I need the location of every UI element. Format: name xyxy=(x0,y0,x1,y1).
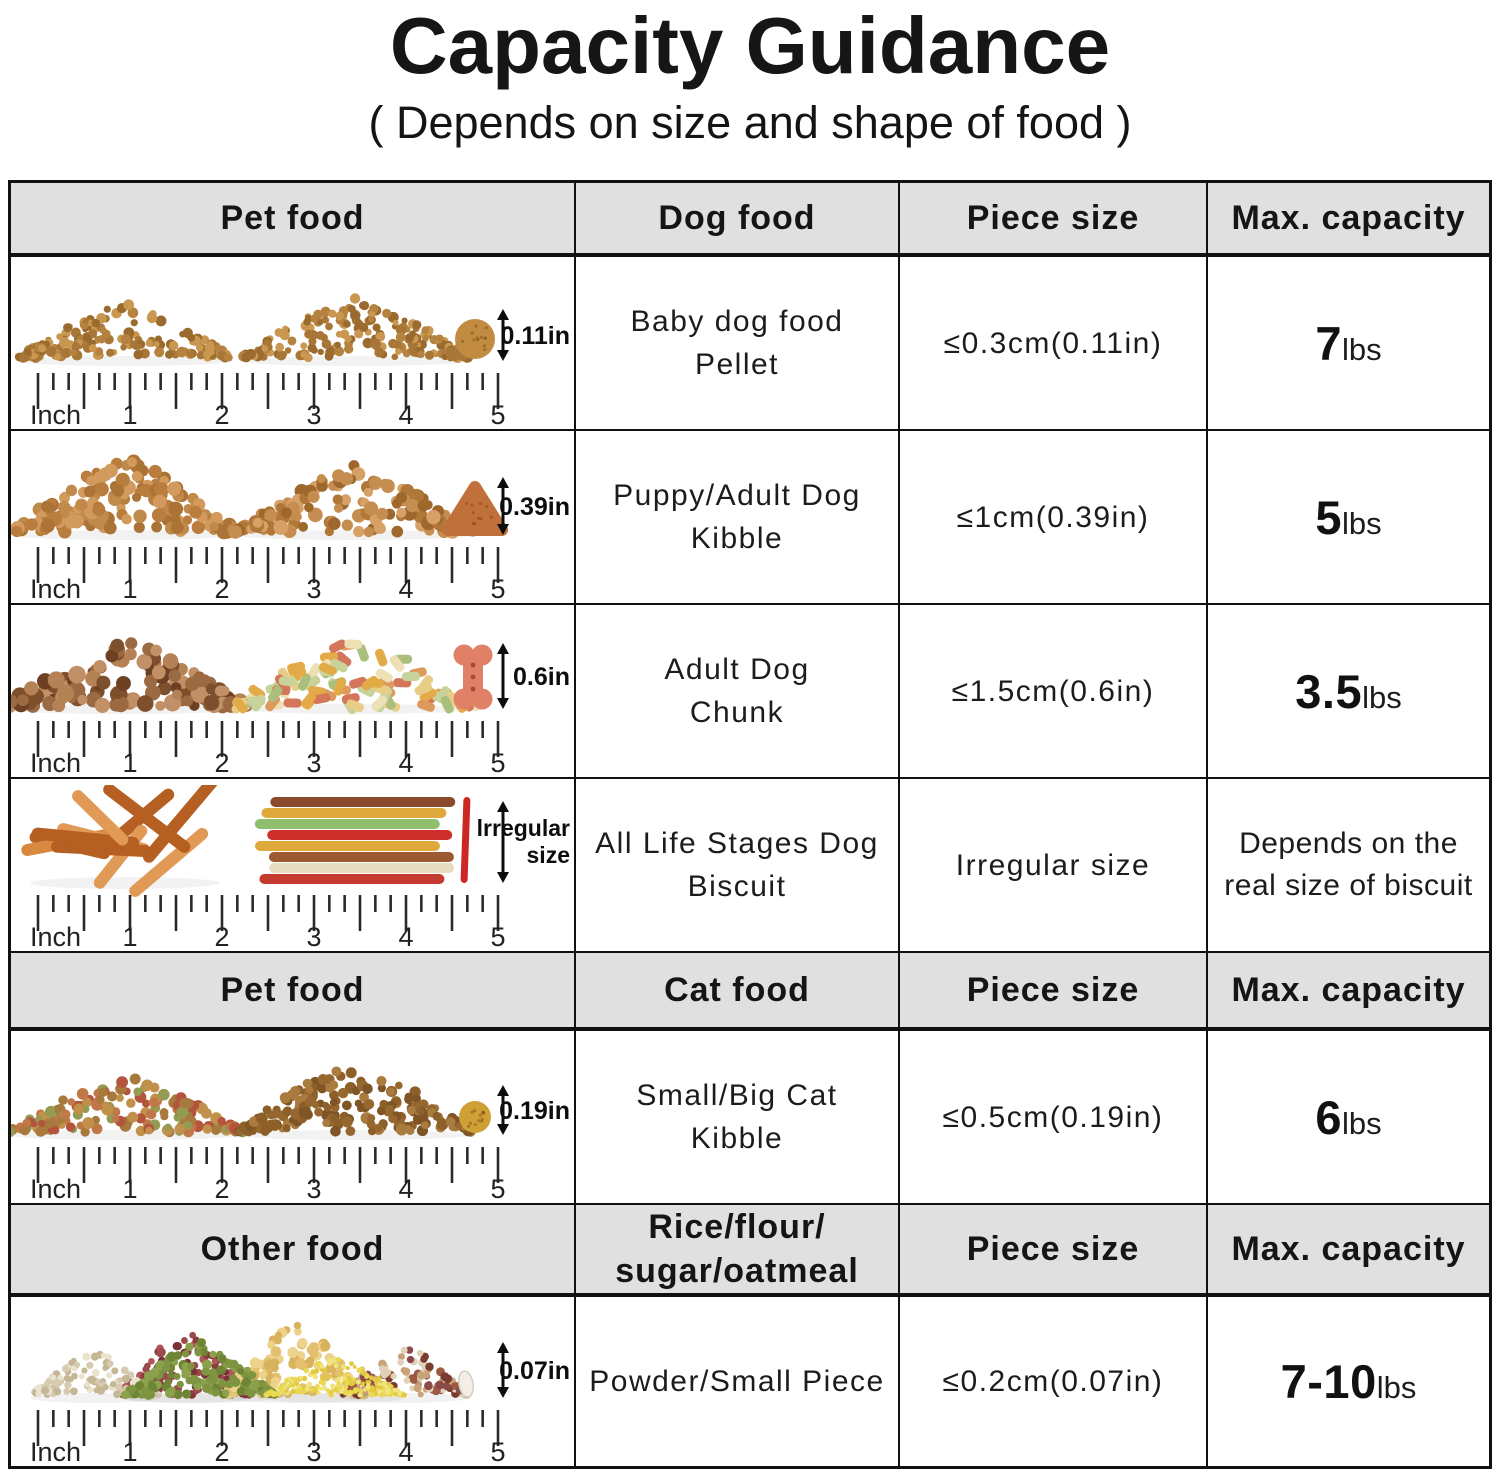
capacity-note: real size of biscuit xyxy=(1224,869,1473,902)
kibble-pile xyxy=(11,455,242,540)
piece-size-indicator xyxy=(477,801,570,883)
svg-text:4: 4 xyxy=(398,574,414,603)
svg-text:2: 2 xyxy=(214,1174,230,1203)
capacity-cell xyxy=(1208,1297,1489,1466)
pellet-pile xyxy=(238,293,473,366)
bone-biscuit xyxy=(454,645,493,710)
svg-text:Inch: Inch xyxy=(30,748,82,777)
capacity-table xyxy=(8,180,1492,1469)
svg-text:3: 3 xyxy=(306,1174,322,1203)
food-illustration xyxy=(11,263,575,429)
svg-text:4: 4 xyxy=(398,748,414,777)
food-name-cell xyxy=(576,431,900,603)
table-row xyxy=(11,1031,1489,1205)
jerky-pile xyxy=(20,785,220,899)
stick-treat-pile xyxy=(255,797,455,884)
svg-text:1: 1 xyxy=(122,922,138,951)
piece-size: ≤0.5cm(0.19in) xyxy=(942,1100,1164,1134)
food-name: Chunk xyxy=(689,696,785,729)
food-illustration xyxy=(11,1037,575,1203)
food-name-cell xyxy=(576,257,900,429)
svg-text:1: 1 xyxy=(122,1174,138,1203)
svg-text:Inch: Inch xyxy=(30,1437,82,1466)
header-label: Rice/flour/ xyxy=(648,1208,826,1246)
capacity-unit: lbs xyxy=(1342,505,1382,541)
food-image-cell xyxy=(11,605,576,777)
capacity-value xyxy=(1295,664,1401,719)
food-name: Puppy/Adult Dog xyxy=(613,479,861,512)
svg-text:5: 5 xyxy=(490,1174,506,1203)
header-cell xyxy=(11,1205,576,1293)
svg-text:2: 2 xyxy=(214,1437,230,1466)
inch-ruler xyxy=(30,373,506,429)
svg-text:0.6in: 0.6in xyxy=(513,663,570,691)
svg-text:3: 3 xyxy=(306,748,322,777)
svg-text:4: 4 xyxy=(398,400,414,429)
piece-size-cell xyxy=(900,257,1208,429)
capacity-value xyxy=(1315,316,1381,371)
food-name: All Life Stages Dog xyxy=(595,827,879,860)
capacity-cell xyxy=(1208,605,1489,777)
header-label: Max. capacity xyxy=(1231,971,1466,1009)
piece-size: ≤1cm(0.39in) xyxy=(956,500,1150,534)
header-label: Max. capacity xyxy=(1231,199,1466,237)
table-row xyxy=(11,257,1489,431)
food-name: Kibble xyxy=(690,1122,784,1155)
header-cell xyxy=(1208,1205,1489,1293)
header-label: sugar/oatmeal xyxy=(615,1252,859,1290)
cat-kibble-pile xyxy=(11,1074,248,1140)
svg-text:3: 3 xyxy=(306,574,322,603)
cat-kibble-pile xyxy=(234,1066,476,1140)
piece-size: Irregular size xyxy=(955,848,1151,882)
piece-size-cell xyxy=(900,431,1208,603)
food-name: Adult Dog xyxy=(664,653,810,686)
header-label: Piece size xyxy=(966,971,1140,1009)
piece-size-indicator xyxy=(497,1085,570,1135)
capacity-cell xyxy=(1208,257,1489,429)
svg-text:4: 4 xyxy=(398,1437,414,1466)
food-illustration xyxy=(11,785,575,951)
svg-text:1: 1 xyxy=(122,1437,138,1466)
header-cell xyxy=(576,953,900,1027)
header-label: Dog food xyxy=(658,199,816,237)
header-label: Piece size xyxy=(966,199,1140,237)
food-name: Pellet xyxy=(694,348,780,381)
svg-text:0.19in: 0.19in xyxy=(499,1097,570,1125)
food-name-cell xyxy=(576,605,900,777)
svg-text:2: 2 xyxy=(214,748,230,777)
svg-text:4: 4 xyxy=(398,922,414,951)
capacity-unit: lbs xyxy=(1362,679,1402,715)
header-cell xyxy=(11,183,576,253)
page-subtitle: ( Depends on size and shape of food ) xyxy=(368,97,1132,148)
table-header-row xyxy=(11,1205,1489,1297)
chunk-pile xyxy=(11,637,253,714)
capacity-value xyxy=(1315,490,1381,545)
header-cell xyxy=(576,183,900,253)
svg-text:Inch: Inch xyxy=(30,922,82,951)
header-cell xyxy=(1208,953,1489,1027)
header-label: Max. capacity xyxy=(1231,1230,1466,1268)
header-label: Piece size xyxy=(966,1230,1140,1268)
piece-size-indicator xyxy=(497,1342,570,1398)
svg-text:lrregular: lrregular xyxy=(476,815,570,841)
svg-text:size: size xyxy=(526,842,570,868)
piece-size-cell xyxy=(900,779,1208,951)
food-illustration xyxy=(11,437,575,603)
piece-size: ≤1.5cm(0.6in) xyxy=(951,674,1155,708)
treat-stick xyxy=(461,797,471,883)
capacity-value xyxy=(1281,1354,1417,1409)
svg-text:2: 2 xyxy=(214,400,230,429)
capacity-number: 3.5 xyxy=(1295,664,1363,718)
capacity-cell xyxy=(1208,1031,1489,1203)
header-cell xyxy=(1208,183,1489,253)
food-name-cell xyxy=(576,779,900,951)
food-name: Kibble xyxy=(690,522,784,555)
header-cell xyxy=(900,183,1208,253)
piece-size-indicator xyxy=(497,309,570,361)
food-image-cell xyxy=(11,431,576,603)
capacity-value xyxy=(1315,1090,1381,1145)
food-name: Powder/Small Piece xyxy=(589,1365,885,1398)
piece-size: ≤0.3cm(0.11in) xyxy=(943,326,1163,360)
inch-ruler xyxy=(30,1147,506,1203)
food-image-cell xyxy=(11,779,576,951)
capacity-unit: lbs xyxy=(1342,1105,1382,1141)
table-header-row xyxy=(11,953,1489,1031)
inch-ruler xyxy=(30,1410,506,1466)
page-title: Capacity Guidance xyxy=(389,1,1111,90)
round-pellet xyxy=(459,1101,491,1133)
table-row xyxy=(11,1297,1489,1466)
svg-text:5: 5 xyxy=(490,574,506,603)
header-label: Pet food xyxy=(220,199,365,237)
svg-text:Inch: Inch xyxy=(30,1174,82,1203)
piece-size-indicator xyxy=(497,643,570,709)
svg-text:5: 5 xyxy=(490,748,506,777)
table-row xyxy=(11,779,1489,953)
capacity-number: 6 xyxy=(1315,1090,1342,1144)
capacity-cell xyxy=(1208,779,1489,951)
triangle-kibble xyxy=(448,487,502,530)
capacity-note: Depends on the xyxy=(1239,827,1458,860)
food-illustration xyxy=(11,1300,575,1466)
table-row xyxy=(11,431,1489,605)
svg-text:4: 4 xyxy=(398,1174,414,1203)
food-name-cell xyxy=(576,1297,900,1466)
food-name: Biscuit xyxy=(687,870,787,903)
piece-size: ≤0.2cm(0.07in) xyxy=(942,1365,1164,1398)
table-header-row xyxy=(11,183,1489,257)
capacity-number: 7 xyxy=(1315,316,1342,370)
svg-text:5: 5 xyxy=(490,922,506,951)
capacity-unit: lbs xyxy=(1342,331,1382,367)
header-label: Pet food xyxy=(220,971,365,1009)
svg-text:1: 1 xyxy=(122,574,138,603)
svg-text:Inch: Inch xyxy=(30,400,82,429)
pellet-pile xyxy=(15,299,233,366)
svg-text:5: 5 xyxy=(490,1437,506,1466)
svg-text:0.39in: 0.39in xyxy=(499,493,570,521)
bone-treat-pile xyxy=(230,638,481,716)
svg-text:0.07in: 0.07in xyxy=(499,1357,570,1385)
capacity-number: 5 xyxy=(1315,490,1342,544)
food-image-cell xyxy=(11,1297,576,1466)
kibble-pile xyxy=(229,460,479,540)
food-image-cell xyxy=(11,1031,576,1203)
inch-ruler xyxy=(30,547,506,603)
svg-text:3: 3 xyxy=(306,400,322,429)
header-label: Other food xyxy=(200,1230,385,1268)
svg-text:Inch: Inch xyxy=(30,574,82,603)
header-label: Cat food xyxy=(664,971,810,1009)
header-cell xyxy=(900,1205,1208,1293)
piece-size-indicator xyxy=(497,477,570,535)
table-row xyxy=(11,605,1489,779)
header-cell xyxy=(900,953,1208,1027)
capacity-unit: lbs xyxy=(1376,1370,1417,1405)
svg-text:5: 5 xyxy=(490,400,506,429)
piece-size-cell xyxy=(900,605,1208,777)
food-image-cell xyxy=(11,257,576,429)
piece-size-cell xyxy=(900,1297,1208,1466)
capacity-number: 7-10 xyxy=(1280,1355,1377,1408)
header-cell xyxy=(11,953,576,1027)
inch-ruler xyxy=(30,721,506,777)
svg-text:3: 3 xyxy=(306,922,322,951)
svg-text:3: 3 xyxy=(306,1437,322,1466)
round-pellet xyxy=(455,319,495,359)
piece-size-cell xyxy=(900,1031,1208,1203)
food-name: Baby dog food xyxy=(630,305,844,338)
svg-text:2: 2 xyxy=(214,922,230,951)
food-name: Small/Big Cat xyxy=(636,1079,838,1112)
svg-text:1: 1 xyxy=(122,748,138,777)
svg-text:0.11in: 0.11in xyxy=(500,322,570,350)
header-cell xyxy=(576,1205,900,1293)
grain-pile xyxy=(30,1322,471,1403)
capacity-cell xyxy=(1208,431,1489,603)
svg-text:2: 2 xyxy=(214,574,230,603)
svg-text:1: 1 xyxy=(122,400,138,429)
inch-ruler xyxy=(30,895,506,951)
food-name-cell xyxy=(576,1031,900,1203)
food-illustration xyxy=(11,611,575,777)
